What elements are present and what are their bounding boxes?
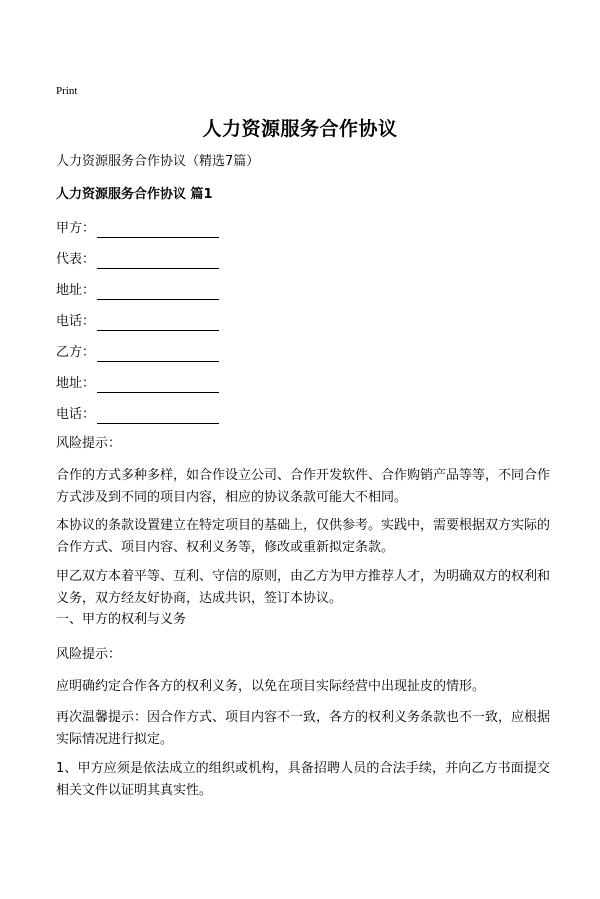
blank-line (97, 406, 219, 424)
paragraph-cooperation-methods: 合作的方式多种多样，如合作设立公司、合作开发软件、合作购销产品等等，不同合作方式涉及到不同的项目内容，相应的协议条款可能大不相同。 (56, 468, 551, 505)
field-address-b (56, 373, 219, 393)
section-party-a-rights: 一、甲方的权利与义务 (56, 612, 187, 627)
paragraph-reminder: 再次温馨提示：因合作方式、项目内容不一致，各方的权利义务条款也不一致，应根据实际情况进行拟定。 (56, 710, 551, 747)
risk-notice-label-2: 风险提示： (56, 647, 122, 662)
field-representative (56, 249, 219, 269)
blank-line (97, 344, 219, 362)
paragraph-clause-1: 1、甲方应须是依法成立的组织或机构，具备招聘人员的合法手续，并向乙方书面提交相关文件以证明其真实性。 (56, 761, 550, 798)
document-subtitle: 人力资源服务合作协议（精选7篇） (56, 154, 260, 169)
field-phone-a (56, 311, 219, 331)
blank-line (97, 251, 219, 269)
paragraph-terms-basis: 本协议的条款设置建立在特定项目的基础上，仅供参考。实践中，需要根据双方实际的合作方式、项目内容、权利义务等，修改或重新拟定条款。 (56, 518, 551, 555)
field-label: 电话： (56, 407, 96, 422)
blank-line (97, 220, 219, 238)
field-label: 电话： (56, 314, 96, 329)
blank-line (97, 282, 219, 300)
field-label: 地址： (56, 376, 96, 391)
paragraph-principles: 甲乙双方本着平等、互利、守信的原则，由乙方为甲方推荐人才，为明确双方的权利和义务，双方经友好协商，达成共识，签订本协议。 (56, 569, 551, 606)
print-label: Print (56, 85, 78, 97)
field-phone-b (56, 404, 219, 424)
field-party-b (56, 342, 219, 362)
blank-line (97, 375, 219, 393)
risk-notice-label: 风险提示： (56, 436, 122, 451)
field-label: 代表： (56, 252, 96, 267)
field-address-a (56, 280, 219, 300)
blank-line (97, 313, 219, 331)
field-label: 甲方： (56, 221, 96, 236)
field-party-a (56, 218, 219, 238)
field-label: 乙方： (56, 345, 96, 360)
section-heading: 人力资源服务合作协议 篇1 (56, 187, 213, 202)
field-label: 地址： (56, 283, 96, 298)
paragraph-rights-obligations: 应明确约定合作各方的权利义务，以免在项目实际经营中出现扯皮的情形。 (56, 679, 486, 694)
document-title: 人力资源服务合作协议 (202, 118, 398, 140)
